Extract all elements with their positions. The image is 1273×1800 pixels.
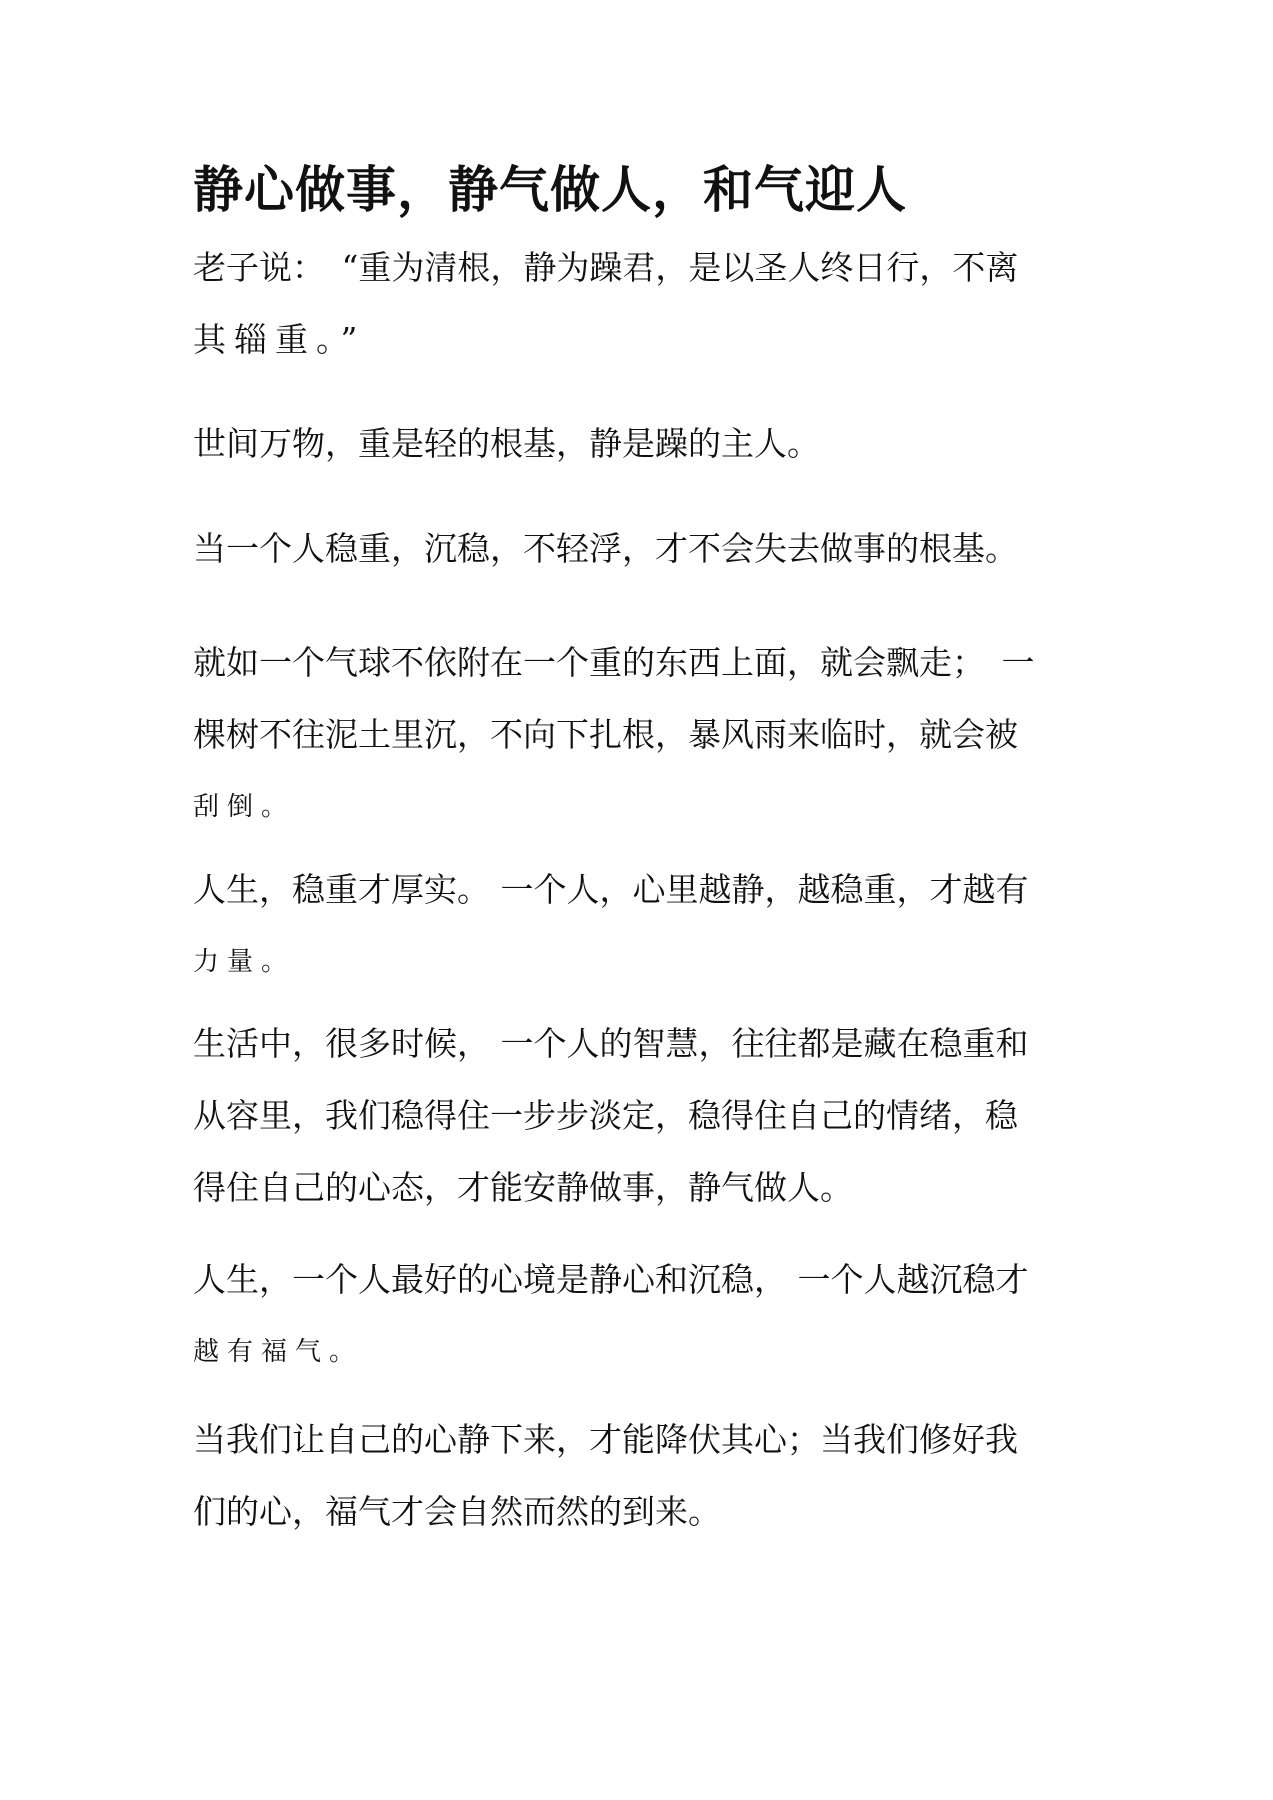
- paragraph-laozi-quote: [193, 232, 1078, 376]
- paragraph-line: 当我们让自己的心静下来，才能降伏其心；当我们修好我: [193, 1420, 1018, 1459]
- paragraph-line: 就如一个气球不依附在一个重的东西上面，就会飘走； 一: [193, 643, 1035, 682]
- paragraph-line: 力量。: [193, 947, 296, 977]
- paragraph-line: 当一个人稳重，沉稳，不轻浮，才不会失去做事的根基。: [193, 529, 1018, 568]
- paragraph-line: 刮倒。: [193, 792, 296, 822]
- paragraph-line: 世间万物，重是轻的根基，静是躁的主人。: [193, 424, 820, 463]
- paragraph-houshi: [193, 854, 1078, 998]
- paragraph-wanwu: [193, 408, 1078, 480]
- document-title: 静心做事，静气做人，和气迎人: [193, 161, 907, 219]
- paragraph-line: 人生，一个人最好的心境是静心和沉稳， 一个人越沉稳才: [193, 1260, 1029, 1299]
- paragraph-line: 得住自己的心态，才能安静做事，静气做人。: [193, 1168, 853, 1207]
- paragraph-line: 人生，稳重才厚实。 一个人，心里越静，越稳重，才越有: [193, 870, 1029, 909]
- paragraph-line: 越有福气。: [193, 1337, 364, 1367]
- paragraph-xinjing: [193, 1244, 1078, 1388]
- paragraph-line: 从容里，我们稳得住一步步淡定，稳得住自己的情绪，稳: [193, 1096, 1018, 1135]
- paragraph-zhihui: [193, 1008, 1078, 1224]
- paragraph-line: 们的心，福气才会自然而然的到来。: [193, 1492, 721, 1531]
- paragraph-wenzhong: [193, 513, 1078, 585]
- paragraph-fuqi: [193, 1404, 1078, 1548]
- paragraph-balloon-tree: [193, 627, 1078, 843]
- paragraph-line: 其辎重。”: [193, 320, 366, 359]
- paragraph-line: 老子说： “重为清根，静为躁君，是以圣人终日行，不离: [193, 248, 1019, 287]
- paragraph-line: 棵树不往泥土里沉，不向下扎根，暴风雨来临时，就会被: [193, 715, 1018, 754]
- paragraph-line: 生活中，很多时候， 一个人的智慧，往往都是藏在稳重和: [193, 1024, 1029, 1063]
